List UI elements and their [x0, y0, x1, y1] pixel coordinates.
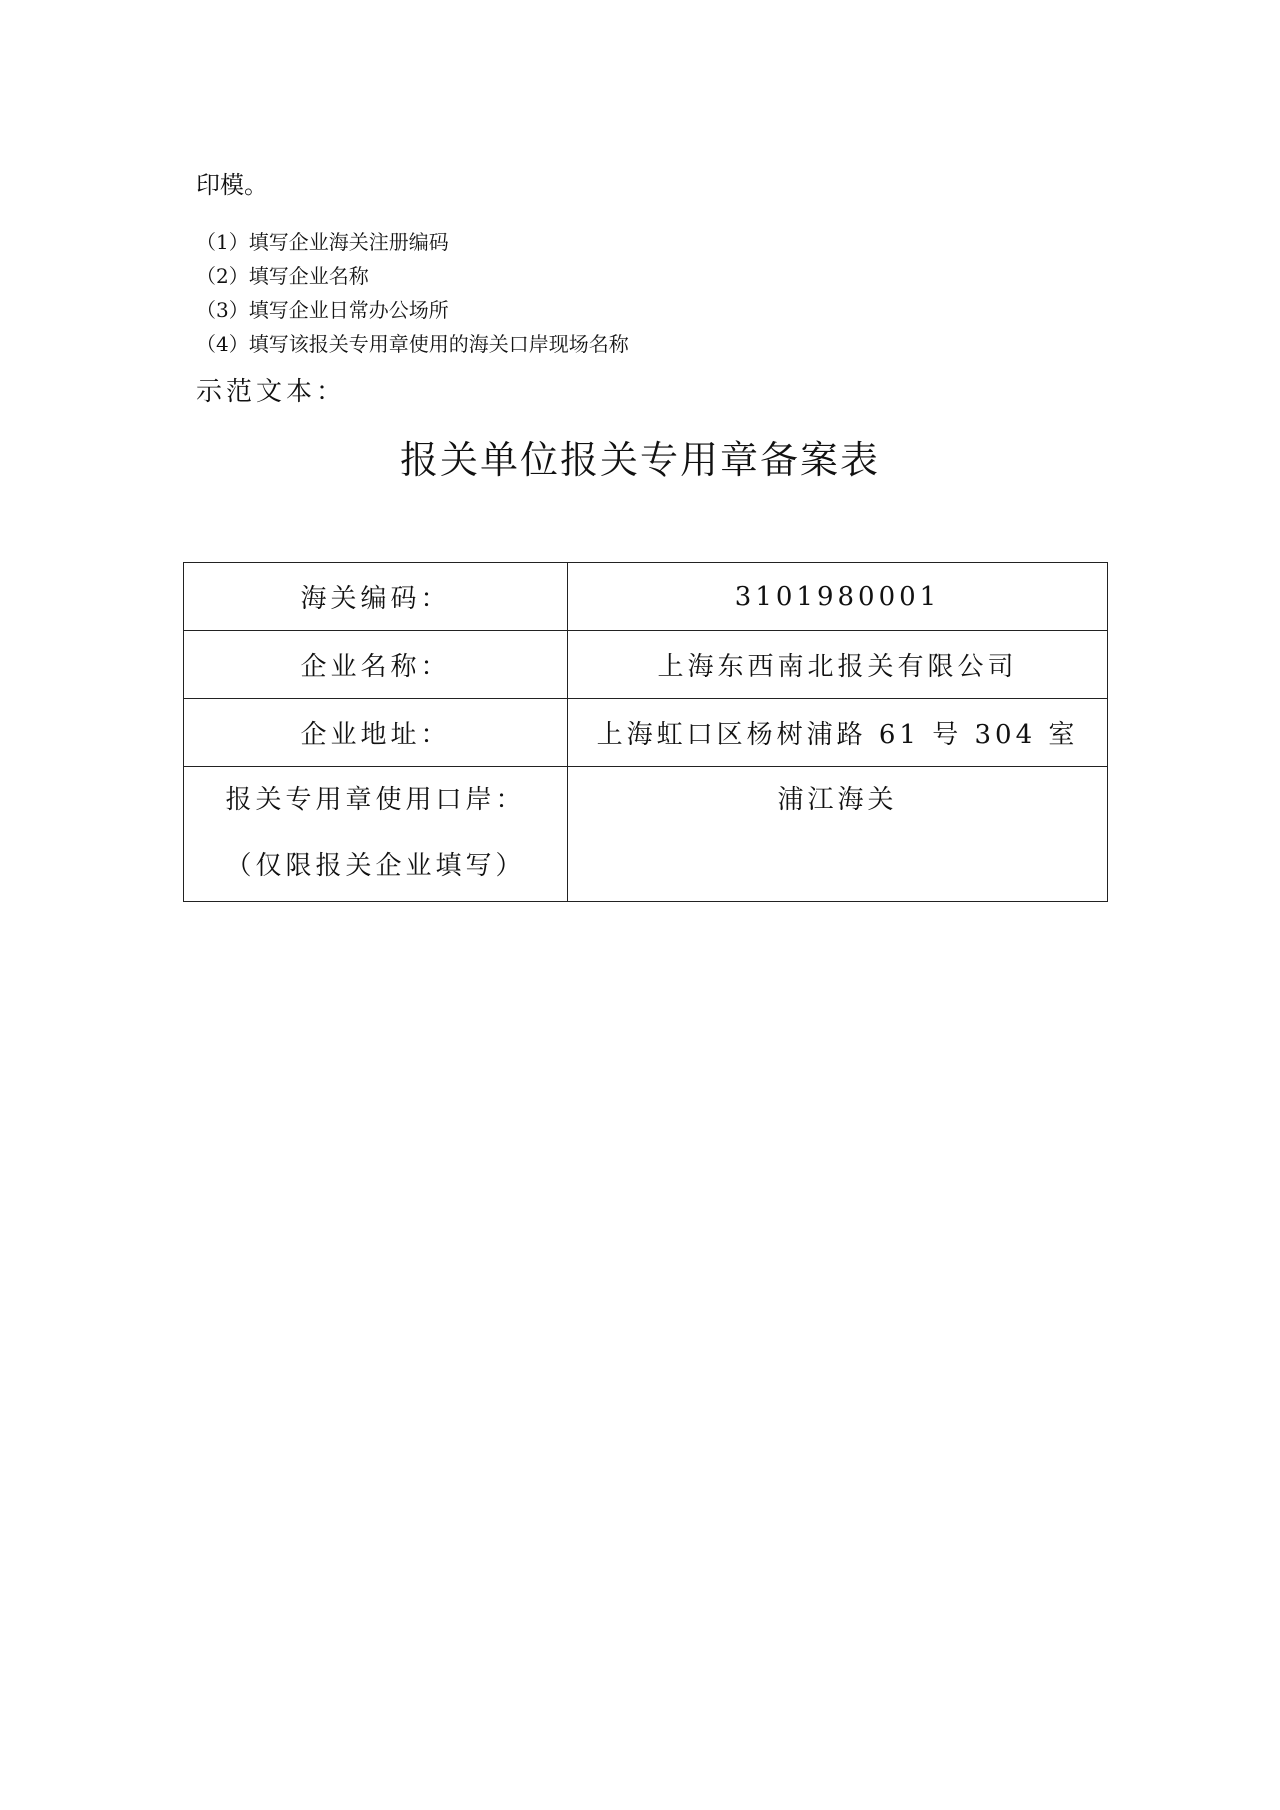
- intro-text: 印模。: [196, 171, 268, 199]
- table-row: [184, 699, 1108, 767]
- sample-text-label: 示范文本：: [196, 377, 347, 407]
- table-row: [184, 767, 1108, 902]
- instruction-item: （1）填写企业海关注册编码: [196, 230, 449, 254]
- instruction-item: （3）填写企业日常办公场所: [196, 298, 449, 322]
- port-label-note: （仅限报关企业填写）: [225, 851, 526, 881]
- port-label-cell: [184, 767, 568, 902]
- port-label: 报关专用章使用口岸：: [225, 785, 526, 815]
- instruction-item: （4）填写该报关专用章使用的海关口岸现场名称: [196, 332, 629, 356]
- instruction-item: （2）填写企业名称: [196, 264, 369, 288]
- company-address-value: 上海虹口区杨树浦路 61 号 304 室: [568, 699, 1108, 767]
- table-row: [184, 563, 1108, 631]
- company-name-label: 企业名称：: [184, 631, 568, 699]
- table-row: [184, 631, 1108, 699]
- customs-code-value: 3101980001: [568, 563, 1108, 631]
- company-name-value: 上海东西南北报关有限公司: [568, 631, 1108, 699]
- port-value: 浦江海关: [777, 785, 898, 815]
- form-title: 报关单位报关专用章备案表: [399, 438, 880, 482]
- instruction-list: [196, 225, 629, 361]
- record-table: [183, 562, 1108, 902]
- customs-code-label: 海关编码：: [184, 563, 568, 631]
- port-value-cell: [568, 767, 1108, 902]
- company-address-label: 企业地址：: [184, 699, 568, 767]
